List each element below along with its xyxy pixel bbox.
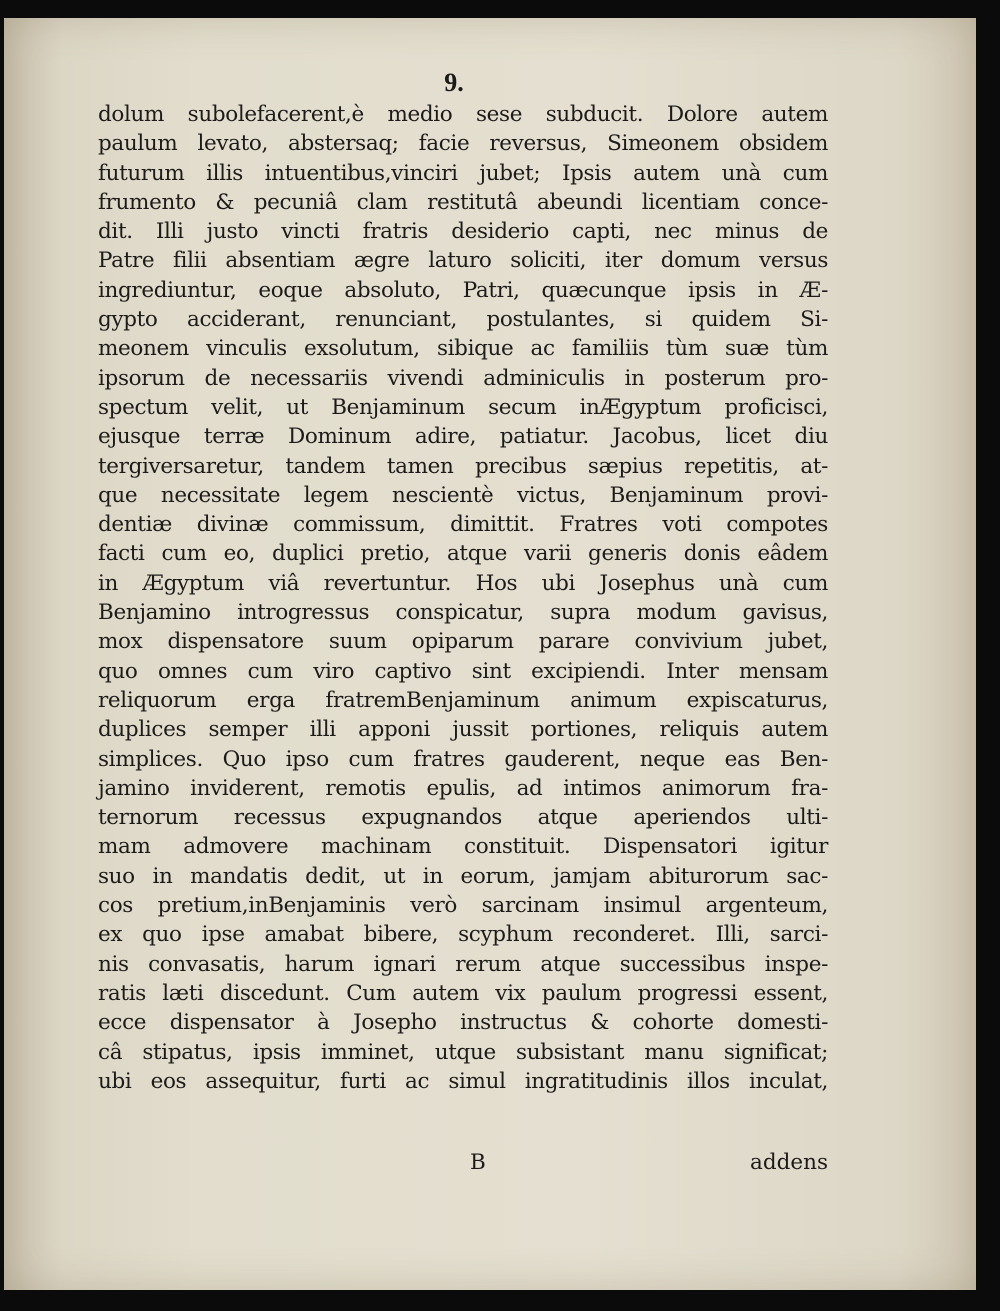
text-line: ingrediuntur, eoque absoluto, Patri, quæcunque ipsis in Æ- — [98, 277, 828, 303]
body-text — [98, 100, 828, 1096]
text-line: cos pretium,inBenjaminis verò sarcinam insimul argenteum, — [98, 893, 828, 919]
text-line: suo in mandatis dedit, ut in eorum, jamjam abiturorum sac- — [98, 863, 828, 889]
text-line: jamino inviderent, remotis epulis, ad intimos animorum fra- — [98, 775, 828, 801]
text-line: ecce dispensator à Josepho instructus & cohorte domesti- — [98, 1010, 828, 1036]
text-line: Benjamino introgressus conspicatur, supra modum gavisus, — [98, 600, 828, 626]
text-line: ubi eos assequitur, furti ac simul ingratitudinis illos inculat, — [98, 1068, 828, 1094]
signature-mark: B — [470, 1150, 486, 1175]
text-line: tergiversaretur, tandem tamen precibus sæpius repetitis, at- — [98, 453, 828, 479]
text-line: ratis læti discedunt. Cum autem vix paulum progressi essent, — [98, 980, 828, 1006]
text-line: facti cum eo, duplici pretio, atque varii generis donis eâdem — [98, 541, 828, 567]
book-page — [4, 18, 976, 1290]
text-line: ejusque terræ Dominum adire, patiatur. Jacobus, licet diu — [98, 424, 828, 450]
text-line: in Ægyptum viâ revertuntur. Hos ubi Josephus unà cum — [98, 570, 828, 596]
text-line: Patre filii absentiam ægre laturo soliciti, iter domum versus — [98, 248, 828, 274]
text-line: gypto acciderant, renunciant, postulantes, si quidem Si- — [98, 307, 828, 333]
text-line: ternorum recessus expugnandos atque aperiendos ulti- — [98, 805, 828, 831]
text-line: que necessitate legem nescientè victus, Benjaminum provi- — [98, 482, 828, 508]
text-line: duplices semper illi apponi jussit portiones, reliquis autem — [98, 717, 828, 743]
text-line: frumento & pecuniâ clam restitutâ abeundi licentiam conce- — [98, 189, 828, 215]
text-line: dentiæ divinæ commissum, dimittit. Fratres voti compotes — [98, 512, 828, 538]
text-line: mox dispensatore suum opiparum parare convivium jubet, — [98, 629, 828, 655]
text-line: ex quo ipse amabat bibere, scyphum reconderet. Illi, sarci- — [98, 922, 828, 948]
text-line: reliquorum erga fratremBenjaminum animum expiscaturus, — [98, 687, 828, 713]
text-line: câ stipatus, ipsis imminet, utque subsistant manu significat; — [98, 1039, 828, 1065]
text-line: paulum levato, abstersaq; facie reversus, Simeonem obsidem — [98, 131, 828, 157]
page-footer — [98, 1150, 828, 1180]
text-line: nis convasatis, harum ignari rerum atque successibus inspe- — [98, 951, 828, 977]
text-line: simplices. Quo ipso cum fratres gauderent, neque eas Ben- — [98, 746, 828, 772]
text-line: futurum illis intuentibus,vinciri jubet; Ipsis autem unà cum — [98, 160, 828, 186]
text-line: dit. Illi justo vincti fratris desiderio capti, nec minus de — [98, 219, 828, 245]
page-number: 9. — [444, 68, 464, 97]
catchword: addens — [750, 1150, 828, 1175]
text-line: quo omnes cum viro captivo sint excipiendi. Inter mensam — [98, 658, 828, 684]
text-line: ipsorum de necessariis vivendi adminiculis in posterum pro- — [98, 365, 828, 391]
text-line: dolum subolefacerent,è medio sese subducit. Dolore autem — [98, 102, 828, 127]
text-line: mam admovere machinam constituit. Dispensatori igitur — [98, 834, 828, 860]
text-line: meonem vinculis exsolutum, sibique ac familiis tùm suæ tùm — [98, 336, 828, 362]
text-line: spectum velit, ut Benjaminum secum inÆgyptum proficisci, — [98, 394, 828, 420]
